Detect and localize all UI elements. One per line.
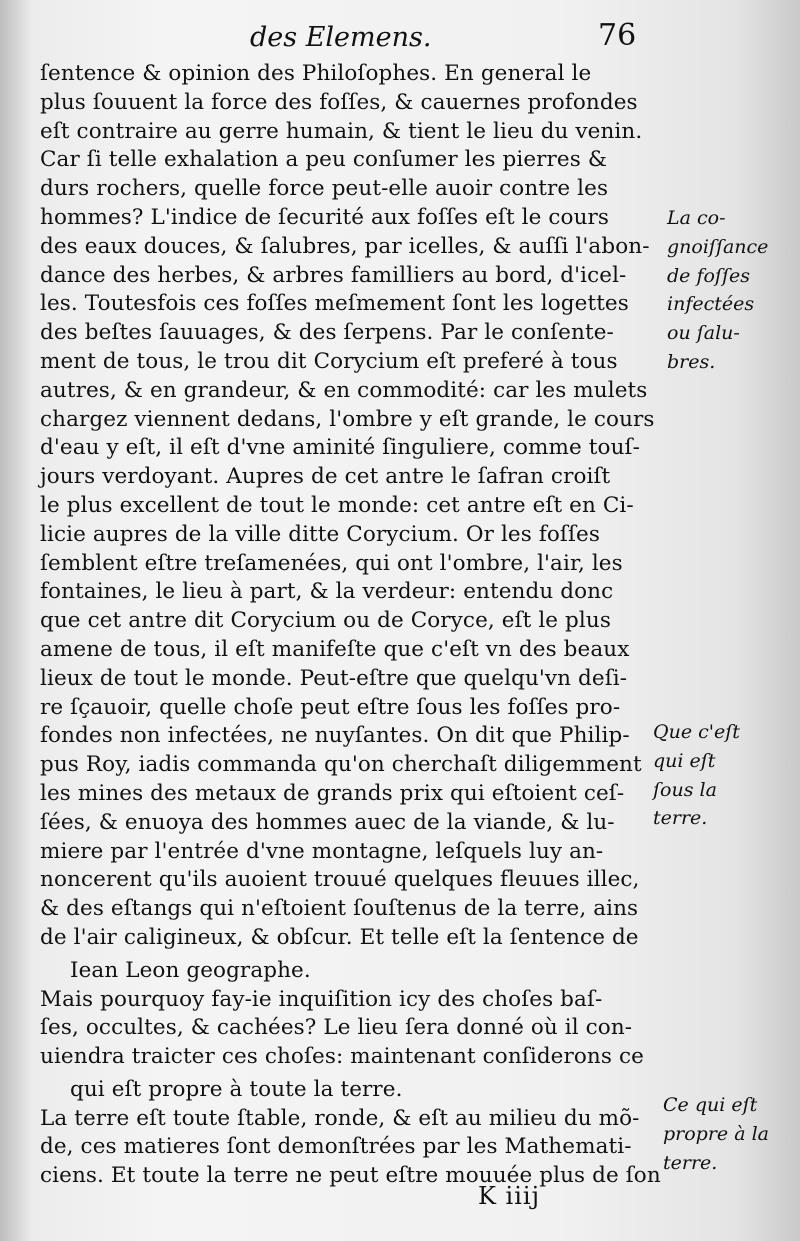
text-line: plus ſouuent la force des foſſes, & cauernes profondes (40, 89, 638, 115)
margin-note-line: Que c'eſt (653, 721, 740, 743)
text-line: ſes, occultes, & cachées? Le lieu ſera donné où il con- (40, 1015, 633, 1041)
text-line: uiendra traicter ces choſes: maintenant conſiderons ce (40, 1044, 644, 1070)
text-line: licie aupres de la ville ditte Corycium. Or les foſſes (40, 521, 601, 547)
text-line: lieux de tout le monde. Peut-eſtre que quelqu'vn deſi- (40, 665, 628, 691)
margin-note-line: gnoiſſance (667, 235, 769, 258)
text-line: re ſçauoir, quelle choſe peut eſtre ſous les foſſes pro- (40, 694, 621, 720)
margin-note-line: de foſſes (667, 264, 750, 287)
running-head: des Elemens. (250, 22, 432, 53)
text-line: fondes non infectées, ne nuyſantes. On dit que Philip- (40, 723, 630, 749)
page-number: 76 (598, 18, 637, 53)
text-line: noncerent qu'ils auoient trouué quelques fleuues illec, (40, 867, 640, 893)
text-line: ment de tous, le trou dit Corycium eſt preferé à tous (40, 348, 618, 374)
margin-note-line: La co- (667, 207, 726, 229)
margin-note-line: infectées (667, 293, 755, 316)
margin-note-line: bres. (667, 350, 716, 373)
text-line: ſentence & opinion des Philoſophes. En general le (40, 61, 592, 86)
text-line: ſemblent eſtre treſamenées, qui ont l'ombre, l'air, les (40, 550, 623, 576)
text-line: ſées, & enuoya des hommes auec de la viande, & lu- (40, 809, 615, 835)
margin-note (667, 204, 800, 377)
text-line: les mines des metaux de grands prix qui eſtoient ceſ- (40, 780, 625, 806)
text-line: amene de tous, il eſt manifeſte que c'eſt vn des beaux (40, 636, 630, 662)
text-line: eſt contraire au gerre humain, & tient le lieu du venin. (40, 118, 643, 144)
text-line: pus Roy, iadis commanda qu'on cherchaſt diligemment (40, 752, 642, 778)
text-line: de, ces matieres ſont demonſtrées par les Mathemati- (40, 1134, 632, 1160)
text-line: de l'air caligineux, & obſcur. Et telle eſt la ſentence de (40, 924, 639, 950)
margin-note (663, 1091, 800, 1177)
margin-note-line: Ce qui eſt (663, 1094, 758, 1116)
margin-note-line: ſous la (653, 778, 717, 801)
margin-note-line: propre à la (663, 1122, 769, 1145)
margin-note-line: qui eſt (653, 749, 716, 772)
text-line: durs rochers, quelle force peut-elle auoir contre les (40, 176, 609, 202)
margin-note-line: terre. (653, 807, 708, 830)
text-line: dance des herbes, & arbres familliers au bord, d'icel- (40, 262, 627, 288)
text-line: fontaines, le lieu à part, & la verdeur: entendu donc (40, 579, 614, 605)
text-line: jours verdoyant. Aupres de cet antre le ſafran croiſt (40, 464, 611, 490)
text-line: hommes? L'indice de ſecurité aux foſſes eſt le cours (40, 204, 610, 230)
text-line: autres, & en grandeur, & en commodité: car les mulets (40, 377, 648, 403)
text-line: miere par l'entrée d'vne montagne, leſquels luy an- (40, 838, 604, 864)
text-line: chargez viennent dedans, l'ombre y eſt grande, le cours (40, 406, 655, 432)
text-line: Iean Leon geographe. (70, 957, 311, 983)
main-text-block (40, 60, 661, 1191)
text-line: les. Toutesfois ces foſſes meſmement ſont les logettes (40, 291, 629, 317)
text-line: d'eau y eſt, il eſt d'vne aminité ſinguliere, comme touſ- (40, 435, 640, 461)
margin-note (653, 718, 800, 833)
text-line: des beſtes ſauuages, & des ſerpens. Par le conſente- (40, 320, 614, 346)
text-line: ciens. Et toute la terre ne peut eſtre mouuée plus de ſon (40, 1163, 661, 1189)
text-line: des eaux douces, & ſalubres, par icelles, & auſſi l'abon- (40, 233, 650, 259)
text-line: & des eſtangs qui n'eſtoient ſouſtenus de la terre, ains (40, 896, 639, 922)
margin-note-line: terre. (663, 1151, 718, 1174)
text-line: Car ſi telle exhalation a peu conſumer les pierres & (40, 147, 608, 173)
text-line: La terre eſt toute ſtable, ronde, & eſt au milieu du mõ- (40, 1105, 640, 1131)
page-header (0, 18, 800, 62)
text-line: que cet antre dit Corycium ou de Coryce, eſt le plus (40, 608, 611, 634)
text-line: Mais pourquoy fay-ie inquiſition icy des choſes baſ- (40, 986, 603, 1012)
text-line: le plus excellent de tout le monde: cet antre eſt en Ci- (40, 492, 634, 518)
text-line: qui eſt propre à toute la terre. (70, 1076, 403, 1102)
signature-mark: K iiij (478, 1182, 541, 1210)
margin-note-line: ou ſalu- (667, 322, 740, 345)
